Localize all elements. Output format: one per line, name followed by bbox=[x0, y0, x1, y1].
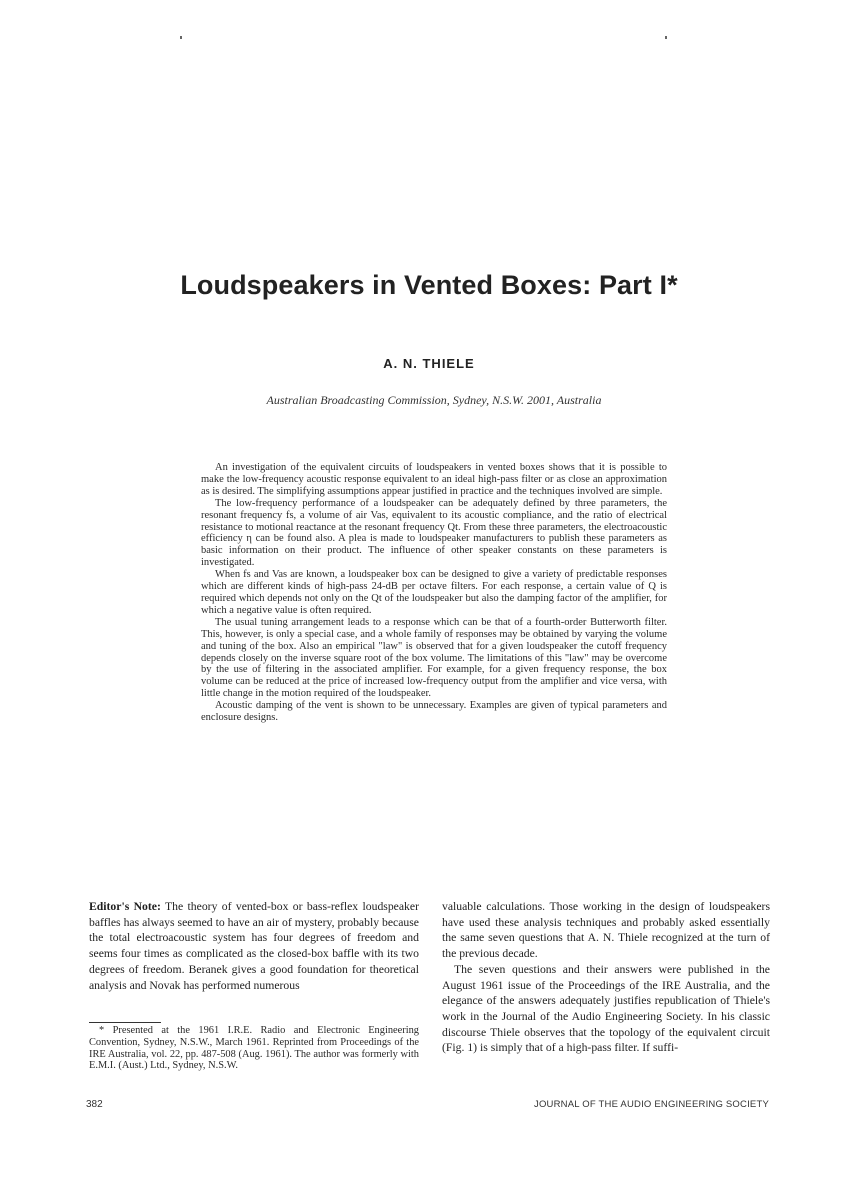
abstract-paragraph: Acoustic damping of the vent is shown to be unnecessary. Examples are given of typical parameters and enclosure designs. bbox=[201, 700, 667, 724]
abstract-paragraph: An investigation of the equivalent circuits of loudspeakers in vented boxes shows that it is possible to make the low-frequency acoustic response equivalent to an ideal high-pass filter or as close an approximation as is desired. The simplifying assumptions appear justified in practice and the techniques involved are simple. bbox=[201, 462, 667, 497]
abstract-paragraph: The usual tuning arrangement leads to a response which can be that of a fourth-order Butterworth filter. This, however, is only a special case, and a whole family of responses may be obtained by varying the volume and tuning of the box. Also an empirical "law" is observed that for a given loudspeaker the cutoff frequency depends closely on the inverse square root of the box volume. The limitations of this "law" may be overcome by the use of filtering in the associated amplifier. For example, for a given frequency response, the box volume can be reduced at the price of increased low-frequency output from the amplifier and vice versa, with little change in the motion required of the loudspeaker. bbox=[201, 616, 667, 700]
footnote bbox=[89, 1025, 419, 1072]
body-paragraph: valuable calculations. Those working in the design of loudspeakers have used these analysis techniques and probably asked essentially the same seven questions that A. N. Thiele recognized at the turn of the previous decade. bbox=[442, 900, 770, 961]
footnote-text: * Presented at the 1961 I.R.E. Radio and Electronic Engineering Convention, Sydney, N.S.W., March 1961. Reprinted from Proceedings of the IRE Australia, vol. 22, pp. 487-508 (Aug. 1961). The author was formerly with E.M.I. (Aust.) Ltd., Sydney, N.S.W. bbox=[89, 1025, 419, 1072]
scan-mark-top bbox=[180, 36, 182, 39]
footnote-divider bbox=[89, 1022, 161, 1023]
right-column bbox=[442, 899, 770, 1056]
author-name: A. N. THIELE bbox=[383, 356, 475, 371]
editors-note-text: The theory of vented-box or bass-reflex loudspeaker baffles has always seemed to have an air of mystery, probably because the total electroacoustic system has four degrees of freedom and seems four times as complicated as the closed-box baffle with its two degrees of freedom. Beranek gives a good foundation for theoretical analysis and Novak has performed numerous bbox=[89, 900, 419, 992]
left-column bbox=[89, 899, 419, 993]
paper-title: Loudspeakers in Vented Boxes: Part I* bbox=[180, 270, 678, 300]
editors-note bbox=[89, 899, 419, 993]
abstract bbox=[201, 462, 667, 724]
page-number: 382 bbox=[86, 1099, 103, 1110]
journal-name: JOURNAL OF THE AUDIO ENGINEERING SOCIETY bbox=[534, 1099, 769, 1110]
body-paragraph: The seven questions and their answers were published in the August 1961 issue of the Proceedings of the IRE Australia, and the elegance of the answers adequately justifies republication of Thiele's work in the Journal of the Audio Engineering Society. In his classic discourse Thiele observes that the topology of the equivalent circuit (Fig. 1) is simply that of a high-pass filter. If suffi- bbox=[442, 962, 770, 1055]
abstract-paragraph: When fs and Vas are known, a loudspeaker box can be designed to give a variety of predictable responses which are different kinds of high-pass 24-dB per octave filters. For each response, a certain value of Q is required which depends not only on the Qt of the loudspeaker but also the damping factor of the amplifier, for which a negative value is often required. bbox=[201, 569, 667, 616]
editors-note-label: Editor's Note: bbox=[89, 900, 161, 913]
author-affiliation: Australian Broadcasting Commission, Sydney, N.S.W. 2001, Australia bbox=[266, 393, 602, 407]
abstract-paragraph: The low-frequency performance of a loudspeaker can be adequately defined by three parameters, the resonant frequency fs, a volume of air Vas, equivalent to its acoustic compliance, and the ratio of electrical resistance to motional reactance at the resonant frequency Qt. From these three parameters, the electroacoustic efficiency η can be found also. A plea is made to loudspeaker manufacturers to publish these parameters as basic information on their product. The influence of other speaker constants on these parameters is investigated. bbox=[201, 497, 667, 569]
scan-mark-right bbox=[665, 36, 667, 39]
